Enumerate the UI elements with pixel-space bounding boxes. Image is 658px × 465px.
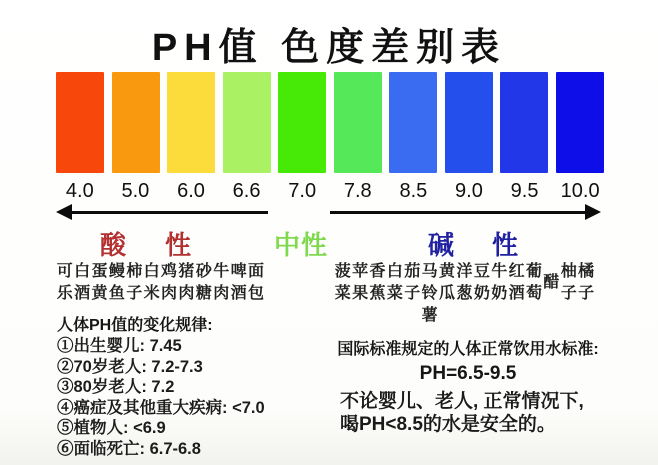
food-char: 柿	[126, 263, 143, 280]
ph-bar-8.5	[389, 72, 437, 173]
ph-value-labels	[52, 180, 608, 203]
ph-bar-7.0	[278, 72, 326, 173]
food-char: 洋	[456, 263, 473, 280]
food-char: 鱼	[108, 285, 125, 302]
food-word	[491, 261, 508, 305]
food-char: 茄	[404, 263, 421, 280]
water-standard	[318, 340, 618, 385]
neutral-zone-label: 中性	[274, 230, 329, 260]
ph-bar-10.0	[556, 72, 604, 173]
ph-value-10.0: 10.0	[560, 180, 600, 202]
food-char: 葡	[525, 263, 542, 280]
ph-value-8.5: 8.5	[399, 180, 428, 202]
food-char: 肉	[213, 285, 230, 302]
body-ph-rules	[57, 315, 265, 459]
food-char: 瓜	[439, 285, 456, 302]
ph-value-7.0: 7.0	[288, 180, 317, 202]
food-char: 菠	[334, 263, 351, 280]
food-char: 酒	[74, 285, 91, 302]
food-char: 白	[143, 263, 160, 280]
food-word	[369, 261, 386, 305]
food-word	[404, 261, 421, 305]
food-char: 砂	[195, 263, 212, 280]
food-char: 奶	[491, 285, 508, 302]
food-char: 可	[56, 263, 73, 280]
food-char: 面	[247, 263, 264, 280]
ph-value-6.6: 6.6	[232, 180, 261, 202]
food-word	[508, 261, 525, 305]
food-char: 子	[126, 285, 143, 302]
water-note-line: 不论婴儿、老人, 正常情况下,	[340, 391, 584, 412]
food-word	[178, 261, 195, 305]
ph-value-6.0: 6.0	[177, 180, 205, 202]
ph-value-9.0: 9.0	[455, 180, 483, 202]
alkaline-direction-arrow	[330, 211, 586, 214]
food-char: 白	[74, 263, 91, 280]
ph-bar-7.8	[334, 72, 382, 173]
food-char: 柚	[560, 263, 577, 280]
food-char: 子	[404, 285, 421, 302]
water-note-line: 喝PH<8.5的水是安全的。	[340, 414, 556, 435]
food-word	[438, 261, 455, 305]
ph-value-5.0: 5.0	[121, 180, 150, 202]
food-char: 橘	[578, 263, 595, 280]
ph-bar-4.0	[56, 72, 104, 173]
food-char: 白	[386, 263, 403, 280]
food-char: 肉	[178, 285, 195, 302]
food-word	[334, 261, 351, 305]
food-char: 豆	[473, 263, 490, 280]
food-char: 马	[421, 263, 438, 280]
body-ph-rule-item: ⑥面临死亡: 6.7-6.8	[57, 439, 201, 458]
food-char: 鳗	[108, 263, 125, 280]
food-char: 子	[560, 285, 577, 302]
ph-bar-5.0	[112, 72, 160, 173]
food-word	[126, 261, 143, 305]
ph-bar-6.0	[167, 72, 215, 173]
food-char: 菜	[334, 285, 351, 302]
acid-zone-label: 酸性	[100, 230, 231, 260]
food-char: 黄	[91, 285, 108, 302]
food-word	[91, 261, 108, 305]
food-char: 薯	[421, 307, 438, 324]
food-word	[421, 261, 438, 324]
food-char: 苹	[352, 263, 369, 280]
food-char: 子	[578, 285, 595, 302]
body-ph-rule-item: ⑤植物人: <6.9	[57, 419, 166, 437]
body-ph-rule-item: ①出生婴儿: 7.45	[57, 337, 182, 355]
food-char: 蛋	[91, 263, 108, 280]
food-char: 菜	[386, 285, 403, 302]
ph-bar-9.5	[500, 72, 548, 173]
page-title: PH值 色度差别表	[151, 27, 507, 69]
food-char: 啤	[230, 263, 247, 280]
food-char: 铃	[421, 285, 438, 302]
food-char: 酒	[508, 285, 525, 302]
food-word	[230, 261, 247, 305]
acidic-foods-list	[56, 261, 265, 305]
food-word	[195, 261, 212, 305]
food-char: 醋	[543, 274, 560, 291]
food-char: 蕉	[369, 285, 386, 302]
food-char: 香	[369, 263, 386, 280]
food-char: 奶	[473, 285, 490, 302]
water-safety-note	[340, 390, 584, 436]
food-word	[213, 261, 230, 305]
ph-value-7.8: 7.8	[343, 180, 372, 202]
food-word	[247, 261, 264, 305]
food-word	[160, 261, 177, 305]
body-ph-rule-item: ②70岁老人: 7.2-7.3	[57, 357, 203, 376]
food-char: 萄	[525, 285, 542, 302]
ph-bar-9.0	[445, 72, 493, 173]
alkaline-zone-label: 碱性	[428, 230, 557, 260]
food-char: 牛	[213, 263, 230, 280]
acid-direction-arrow	[71, 211, 268, 214]
food-char: 乐	[56, 285, 73, 302]
ph-value-4.0: 4.0	[65, 180, 94, 202]
food-char: 酒	[230, 285, 247, 302]
ph-bar-6.6	[223, 72, 271, 173]
ph-color-bars	[56, 72, 604, 173]
body-ph-heading: 人体PH值的变化规律:	[57, 317, 213, 334]
food-char: 糖	[195, 285, 212, 302]
food-char: 猪	[178, 263, 195, 280]
food-word	[525, 261, 542, 305]
food-word	[56, 261, 73, 305]
food-char: 米	[143, 285, 160, 302]
food-word	[108, 261, 125, 305]
food-char: 黄	[439, 263, 456, 280]
body-ph-rule-item: ④癌症及其他重大疾病: <7.0	[57, 398, 265, 417]
food-char: 牛	[491, 263, 508, 280]
food-word	[473, 261, 490, 305]
food-word	[73, 261, 90, 305]
food-word	[543, 261, 560, 305]
food-char: 红	[508, 263, 525, 280]
food-word	[456, 261, 473, 305]
ph-value-9.5: 9.5	[510, 180, 539, 202]
food-char: 肉	[161, 285, 178, 302]
food-word	[577, 261, 594, 305]
food-word	[143, 261, 160, 305]
food-word	[560, 261, 577, 305]
food-char: 鸡	[161, 263, 178, 280]
body-ph-rule-item: ③80岁老人: 7.2	[57, 378, 175, 396]
alkaline-foods-list	[334, 261, 595, 324]
water-standard-title: 国际标准规定的人体正常饮用水标准:	[337, 341, 599, 358]
water-standard-value: PH=6.5-9.5	[419, 363, 517, 384]
food-char: 果	[352, 285, 369, 302]
body-ph-items	[57, 336, 265, 459]
food-word	[386, 261, 403, 305]
food-word	[351, 261, 368, 305]
food-char: 包	[247, 285, 264, 302]
food-char: 葱	[456, 285, 473, 302]
